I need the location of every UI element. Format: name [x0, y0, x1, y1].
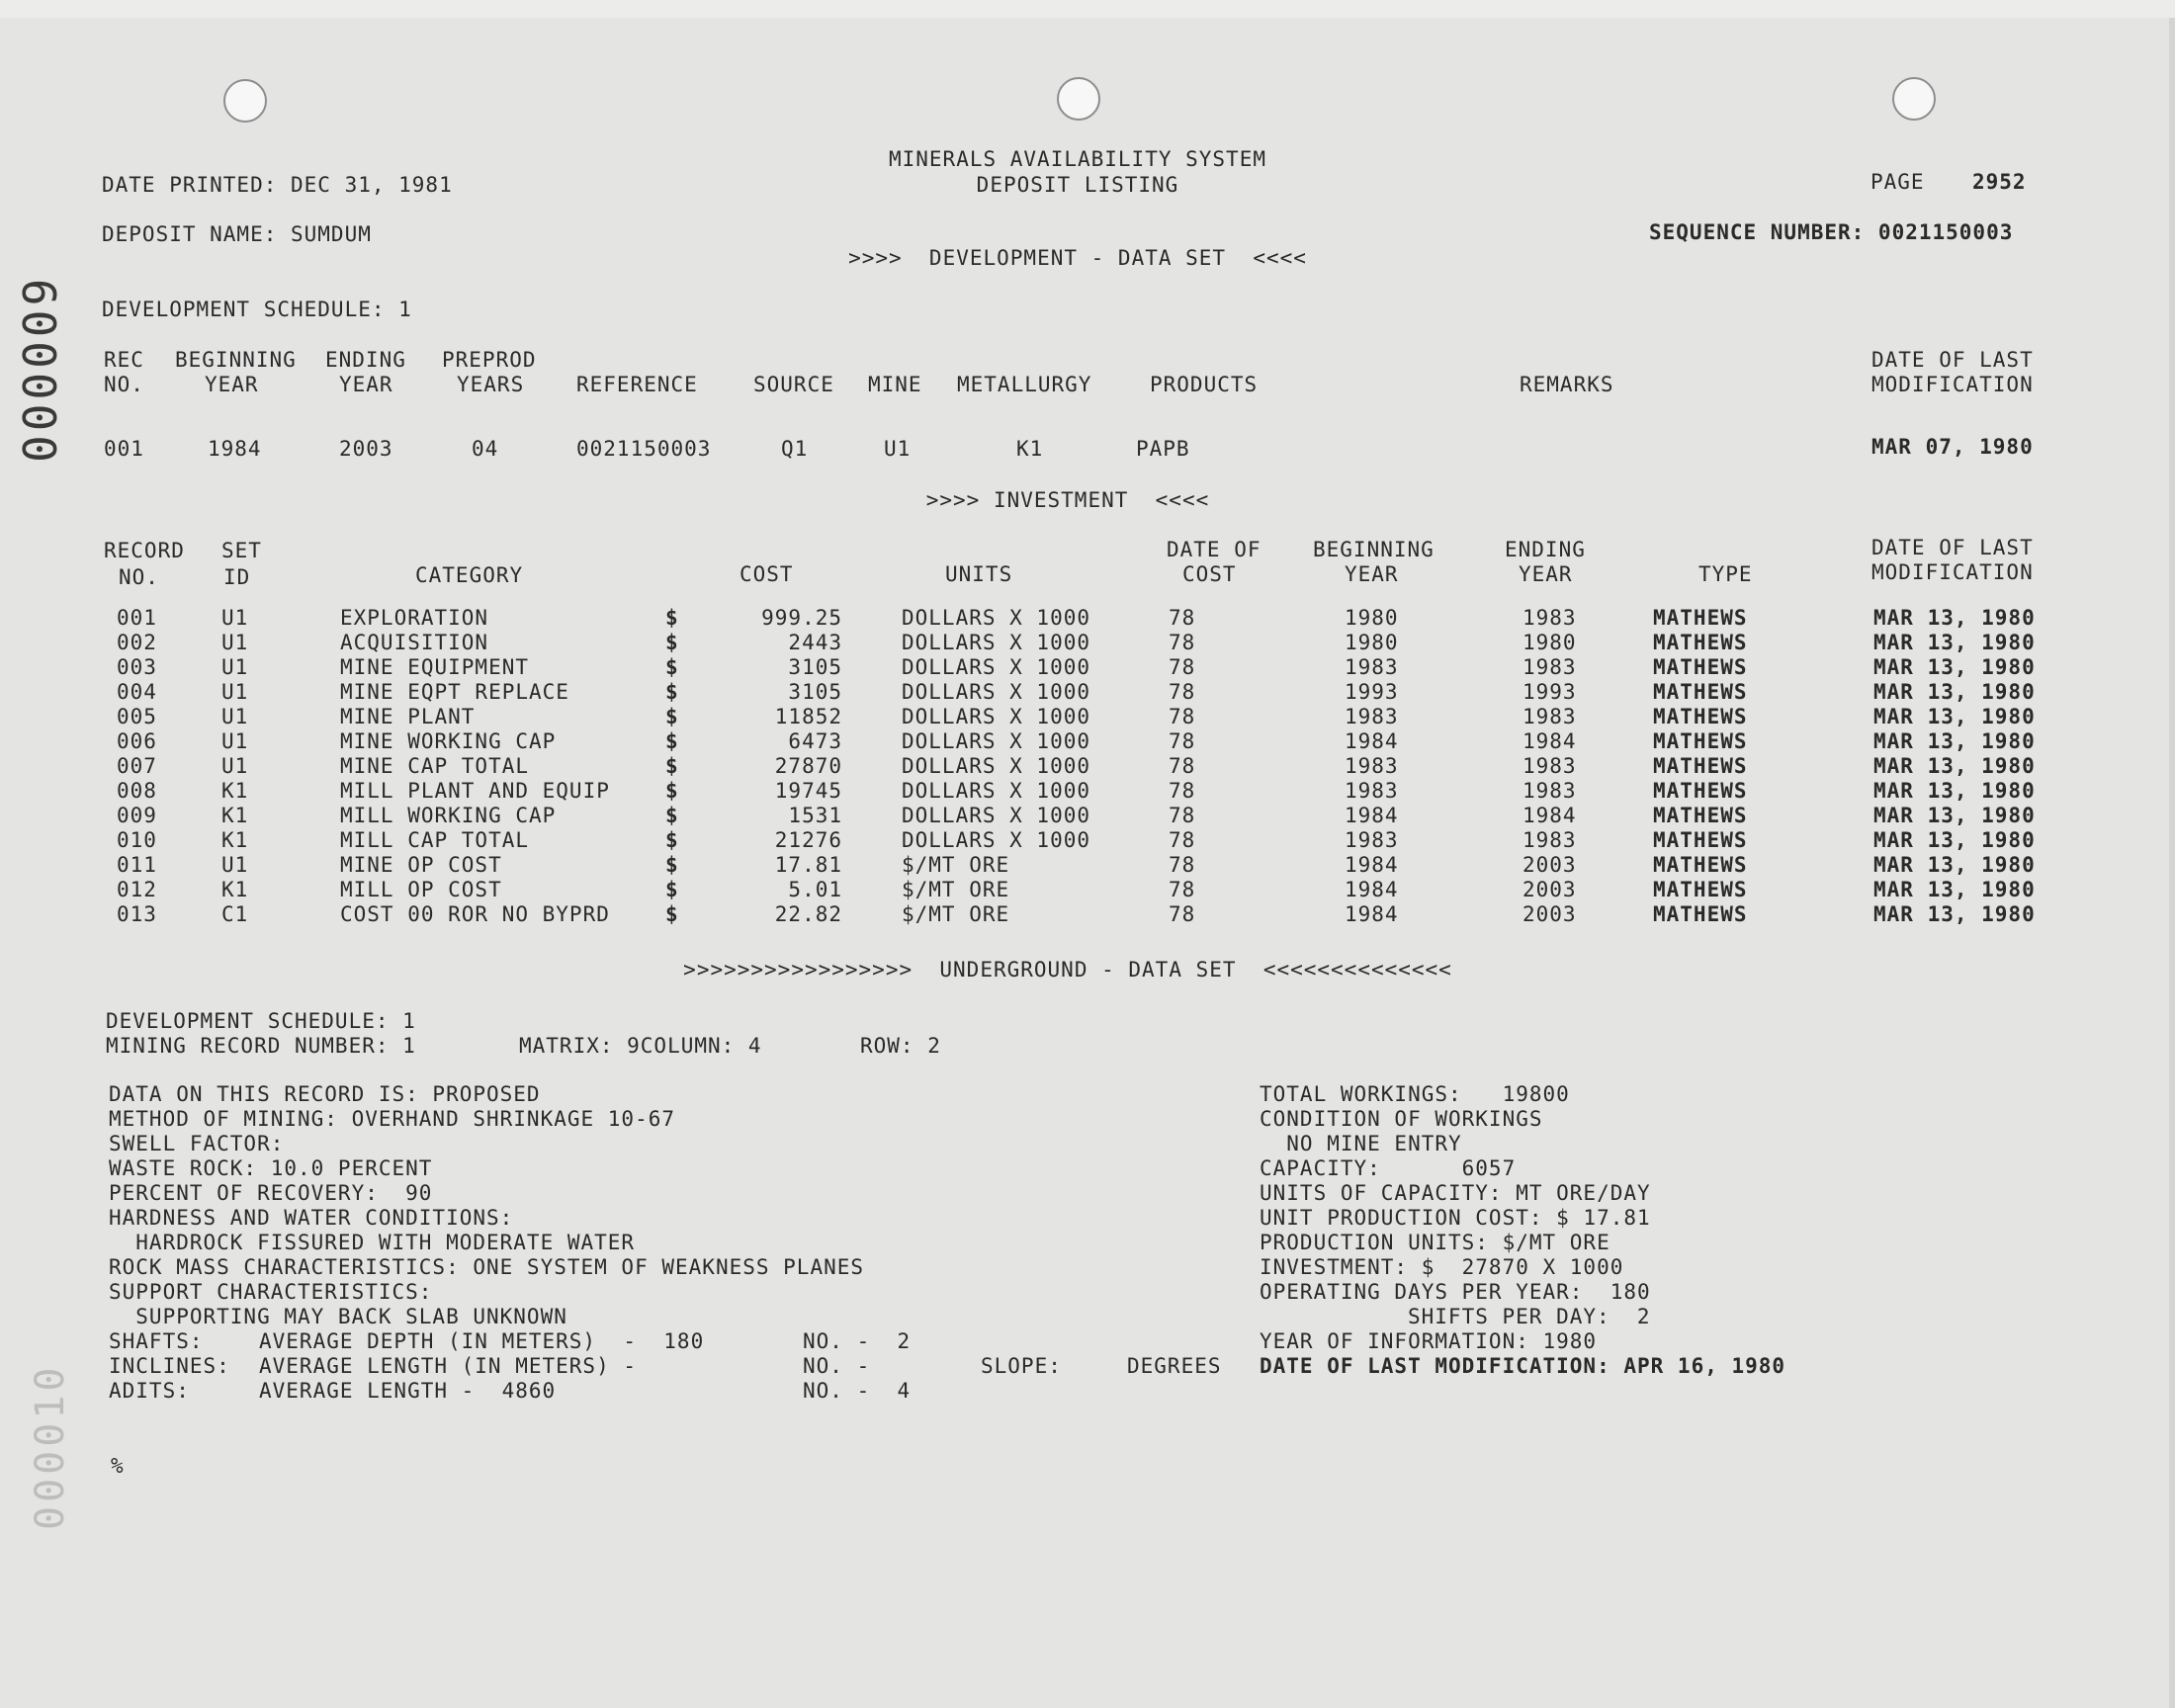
inv-modified: MAR 13, 1980: [1873, 705, 2036, 728]
underground-detail-line: METHOD OF MINING: OVERHAND SHRINKAGE 10-67: [109, 1107, 676, 1131]
inv-dollar-sign: $: [665, 754, 679, 778]
investment-banner: >>>> INVESTMENT <<<<: [925, 488, 1210, 512]
inv-beginning-year: 1980: [1345, 606, 1399, 630]
inv-cost: 11852: [774, 705, 842, 728]
underground-detail-line: HARDROCK FISSURED WITH MODERATE WATER: [109, 1231, 636, 1254]
dev-header-preprod-2: YEARS: [457, 373, 525, 396]
inv-dollar-sign: $: [665, 606, 679, 630]
inv-record-no: 004: [117, 680, 157, 704]
inv-type: MATHEWS: [1653, 878, 1748, 901]
dev-header-modified-2: MODIFICATION: [1871, 373, 2034, 396]
dev-header-modified-1: DATE OF LAST: [1871, 348, 2034, 372]
inv-set-id: K1: [221, 878, 249, 901]
inv-type: MATHEWS: [1653, 655, 1748, 679]
side-stamp-top: 000009: [14, 274, 67, 463]
page-edge-shadow: [2169, 18, 2175, 1708]
dev-header-beginning-1: BEGINNING: [175, 348, 297, 372]
underground-schedule: DEVELOPMENT SCHEDULE: 1: [106, 1009, 416, 1033]
development-schedule: DEVELOPMENT SCHEDULE: 1: [102, 298, 412, 321]
inv-category: EXPLORATION: [340, 606, 489, 630]
inv-modified: MAR 13, 1980: [1873, 804, 2036, 827]
inv-category: MINE EQUIPMENT: [340, 655, 530, 679]
inv-category: COST 00 ROR NO BYPRD: [340, 902, 610, 926]
inv-dollar-sign: $: [665, 655, 679, 679]
inv-ending-year: 2003: [1522, 902, 1577, 926]
inv-set-id: U1: [221, 680, 249, 704]
inv-cost: 999.25: [761, 606, 842, 630]
inv-cost: 5.01: [788, 878, 842, 901]
deposit-name: DEPOSIT NAME: SUMDUM: [102, 222, 372, 246]
inv-set-id: U1: [221, 729, 249, 753]
inv-units: DOLLARS X 1000: [902, 828, 1091, 852]
inv-header-date-of-cost-1: DATE OF: [1167, 538, 1262, 561]
dev-source: Q1: [781, 437, 809, 461]
inv-record-no: 009: [117, 804, 157, 827]
dev-rec: 001: [104, 437, 144, 461]
adits-no: NO. - 4: [803, 1379, 912, 1403]
inv-modified: MAR 13, 1980: [1873, 606, 2036, 630]
inv-type: MATHEWS: [1653, 902, 1748, 926]
dev-header-products: PRODUCTS: [1150, 373, 1259, 396]
inv-units: $/MT ORE: [902, 902, 1010, 926]
inv-header-modified-1: DATE OF LAST: [1871, 536, 2034, 559]
inv-set-id: K1: [221, 779, 249, 803]
inv-header-beginning-2: YEAR: [1345, 562, 1399, 586]
inv-dollar-sign: $: [665, 680, 679, 704]
inv-beginning-year: 1993: [1345, 680, 1399, 704]
inv-ending-year: 1984: [1522, 804, 1577, 827]
inv-category: ACQUISITION: [340, 631, 489, 654]
dev-header-source: SOURCE: [753, 373, 834, 396]
underground-detail-line: WASTE ROCK: 10.0 PERCENT: [109, 1156, 433, 1180]
inv-modified: MAR 13, 1980: [1873, 754, 2036, 778]
inv-record-no: 010: [117, 828, 157, 852]
inv-dollar-sign: $: [665, 878, 679, 901]
inv-beginning-year: 1984: [1345, 878, 1399, 901]
inv-cost: 3105: [788, 655, 842, 679]
inv-modified: MAR 13, 1980: [1873, 680, 2036, 704]
underground-summary-line: SHIFTS PER DAY: 2: [1408, 1305, 1651, 1328]
inv-cost: 21276: [774, 828, 842, 852]
inv-header-units: UNITS: [945, 562, 1013, 586]
dev-metallurgy: K1: [1016, 437, 1044, 461]
inv-header-set-2: ID: [223, 565, 251, 589]
inv-header-cost: COST: [740, 562, 794, 586]
inv-cost: 27870: [774, 754, 842, 778]
inv-set-id: U1: [221, 655, 249, 679]
inv-units: $/MT ORE: [902, 878, 1010, 901]
underground-summary-line: CAPACITY: 6057: [1260, 1156, 1517, 1180]
inv-category: MILL CAP TOTAL: [340, 828, 530, 852]
inv-modified: MAR 13, 1980: [1873, 779, 2036, 803]
inv-dollar-sign: $: [665, 729, 679, 753]
inv-units: DOLLARS X 1000: [902, 631, 1091, 654]
inv-header-date-of-cost-2: COST: [1182, 562, 1237, 586]
inv-cost: 1531: [788, 804, 842, 827]
inv-header-ending-1: ENDING: [1505, 538, 1586, 561]
dev-products: PAPB: [1136, 437, 1190, 461]
inv-set-id: K1: [221, 828, 249, 852]
system-title: MINERALS AVAILABILITY SYSTEM: [888, 147, 1266, 171]
inv-beginning-year: 1983: [1345, 779, 1399, 803]
inv-header-beginning-1: BEGINNING: [1313, 538, 1435, 561]
page-label: PAGE: [1870, 170, 1925, 194]
inv-record-no: 013: [117, 902, 157, 926]
inv-cost: 17.81: [774, 853, 842, 877]
inv-date-of-cost: 78: [1169, 902, 1196, 926]
inv-header-record-2: NO.: [119, 565, 159, 589]
adits-desc: AVERAGE LENGTH - 4860: [259, 1379, 557, 1403]
inv-type: MATHEWS: [1653, 705, 1748, 728]
inv-date-of-cost: 78: [1169, 804, 1196, 827]
inv-ending-year: 2003: [1522, 878, 1577, 901]
inv-set-id: U1: [221, 853, 249, 877]
inv-cost: 22.82: [774, 902, 842, 926]
inv-dollar-sign: $: [665, 828, 679, 852]
inv-type: MATHEWS: [1653, 754, 1748, 778]
inv-ending-year: 1983: [1522, 828, 1577, 852]
inv-cost: 3105: [788, 680, 842, 704]
shafts-desc: AVERAGE DEPTH (IN METERS) - 180: [259, 1329, 705, 1353]
underground-detail-line: SUPPORTING MAY BACK SLAB UNKNOWN: [109, 1305, 567, 1328]
inv-record-no: 012: [117, 878, 157, 901]
inv-date-of-cost: 78: [1169, 878, 1196, 901]
inv-ending-year: 1983: [1522, 754, 1577, 778]
dev-header-mine: MINE: [868, 373, 922, 396]
inv-dollar-sign: $: [665, 779, 679, 803]
underground-summary-line: DATE OF LAST MODIFICATION: APR 16, 1980: [1260, 1354, 1786, 1378]
inv-modified: MAR 13, 1980: [1873, 902, 2036, 926]
date-printed: DATE PRINTED: DEC 31, 1981: [102, 173, 453, 197]
dev-header-ending-2: YEAR: [339, 373, 393, 396]
underground-detail-line: DATA ON THIS RECORD IS: PROPOSED: [109, 1082, 541, 1106]
inv-dollar-sign: $: [665, 705, 679, 728]
inv-record-no: 007: [117, 754, 157, 778]
inv-beginning-year: 1983: [1345, 754, 1399, 778]
dev-header-preprod-1: PREPROD: [442, 348, 537, 372]
underground-summary-line: INVESTMENT: $ 27870 X 1000: [1260, 1255, 1624, 1279]
inv-set-id: K1: [221, 804, 249, 827]
inv-ending-year: 1993: [1522, 680, 1577, 704]
dev-header-metallurgy: METALLURGY: [957, 373, 1092, 396]
inv-ending-year: 1983: [1522, 705, 1577, 728]
dev-header-reference: REFERENCE: [576, 373, 698, 396]
underground-summary-line: YEAR OF INFORMATION: 1980: [1260, 1329, 1598, 1353]
inv-units: $/MT ORE: [902, 853, 1010, 877]
underground-detail-line: ROCK MASS CHARACTERISTICS: ONE SYSTEM OF WEAKNESS PLANES: [109, 1255, 865, 1279]
dev-ending: 2003: [339, 437, 393, 461]
inv-type: MATHEWS: [1653, 631, 1748, 654]
shafts-no: NO. - 2: [803, 1329, 912, 1353]
inclines-no: NO. -: [803, 1354, 871, 1378]
inv-header-type: TYPE: [1698, 562, 1753, 586]
inv-category: MINE EQPT REPLACE: [340, 680, 569, 704]
inclines-label: INCLINES:: [109, 1354, 230, 1378]
inv-set-id: C1: [221, 902, 249, 926]
inv-modified: MAR 13, 1980: [1873, 878, 2036, 901]
inv-units: DOLLARS X 1000: [902, 779, 1091, 803]
inv-header-modified-2: MODIFICATION: [1871, 560, 2034, 584]
inv-record-no: 006: [117, 729, 157, 753]
inv-beginning-year: 1983: [1345, 828, 1399, 852]
underground-summary-line: TOTAL WORKINGS: 19800: [1260, 1082, 1570, 1106]
dev-header-rec-2: NO.: [104, 373, 144, 396]
inv-ending-year: 2003: [1522, 853, 1577, 877]
inv-type: MATHEWS: [1653, 779, 1748, 803]
inv-cost: 19745: [774, 779, 842, 803]
inv-units: DOLLARS X 1000: [902, 804, 1091, 827]
inv-type: MATHEWS: [1653, 853, 1748, 877]
inv-date-of-cost: 78: [1169, 680, 1196, 704]
inv-units: DOLLARS X 1000: [902, 754, 1091, 778]
inv-date-of-cost: 78: [1169, 828, 1196, 852]
side-stamp-bottom: 000010: [28, 1363, 73, 1530]
dev-header-rec-1: REC: [104, 348, 144, 372]
inv-date-of-cost: 78: [1169, 606, 1196, 630]
underground-summary-line: NO MINE ENTRY: [1260, 1132, 1462, 1155]
printout-page: [0, 18, 2175, 1708]
matrix: MATRIX: 9COLUMN: 4: [519, 1034, 762, 1058]
matrix-row: ROW: 2: [860, 1034, 941, 1058]
dev-header-remarks: REMARKS: [1520, 373, 1614, 396]
inv-dollar-sign: $: [665, 902, 679, 926]
inv-type: MATHEWS: [1653, 606, 1748, 630]
inv-modified: MAR 13, 1980: [1873, 853, 2036, 877]
footer-mark: %: [111, 1454, 125, 1478]
inv-ending-year: 1980: [1522, 631, 1577, 654]
inv-header-record-1: RECORD: [104, 539, 185, 562]
inv-type: MATHEWS: [1653, 828, 1748, 852]
inv-date-of-cost: 78: [1169, 729, 1196, 753]
shafts-label: SHAFTS:: [109, 1329, 204, 1353]
inv-date-of-cost: 78: [1169, 655, 1196, 679]
punch-hole-right: [1892, 77, 1936, 121]
listing-title: DEPOSIT LISTING: [976, 173, 1179, 197]
dev-header-beginning-2: YEAR: [205, 373, 259, 396]
inv-ending-year: 1984: [1522, 729, 1577, 753]
inv-modified: MAR 13, 1980: [1873, 631, 2036, 654]
dev-preprod: 04: [472, 437, 499, 461]
inv-set-id: U1: [221, 631, 249, 654]
inv-units: DOLLARS X 1000: [902, 680, 1091, 704]
underground-detail-line: SWELL FACTOR:: [109, 1132, 285, 1155]
inv-date-of-cost: 78: [1169, 705, 1196, 728]
inv-record-no: 001: [117, 606, 157, 630]
inv-category: MINE WORKING CAP: [340, 729, 557, 753]
inv-record-no: 003: [117, 655, 157, 679]
inv-type: MATHEWS: [1653, 680, 1748, 704]
sequence-number: SEQUENCE NUMBER: 0021150003: [1649, 220, 2014, 244]
underground-detail-line: HARDNESS AND WATER CONDITIONS:: [109, 1206, 514, 1230]
inv-category: MINE CAP TOTAL: [340, 754, 530, 778]
inv-units: DOLLARS X 1000: [902, 606, 1091, 630]
inv-category: MILL WORKING CAP: [340, 804, 557, 827]
inv-dollar-sign: $: [665, 631, 679, 654]
inv-date-of-cost: 78: [1169, 853, 1196, 877]
inv-beginning-year: 1984: [1345, 902, 1399, 926]
inv-category: MILL PLANT AND EQUIP: [340, 779, 610, 803]
inv-modified: MAR 13, 1980: [1873, 655, 2036, 679]
underground-summary-line: OPERATING DAYS PER YEAR: 180: [1260, 1280, 1651, 1304]
inv-record-no: 002: [117, 631, 157, 654]
dev-modified: MAR 07, 1980: [1871, 435, 2034, 459]
underground-summary-line: UNIT PRODUCTION COST: $ 17.81: [1260, 1206, 1651, 1230]
inv-type: MATHEWS: [1653, 804, 1748, 827]
inv-category: MILL OP COST: [340, 878, 502, 901]
dev-header-ending-1: ENDING: [325, 348, 406, 372]
inv-header-set-1: SET: [221, 539, 262, 562]
inclines-degrees: DEGREES: [1127, 1354, 1222, 1378]
inv-record-no: 005: [117, 705, 157, 728]
inv-date-of-cost: 78: [1169, 779, 1196, 803]
dev-reference: 0021150003: [576, 437, 712, 461]
inv-beginning-year: 1984: [1345, 853, 1399, 877]
page-number: 2952: [1972, 170, 2027, 194]
inv-date-of-cost: 78: [1169, 754, 1196, 778]
inv-cost: 6473: [788, 729, 842, 753]
punch-hole-center: [1057, 77, 1100, 121]
inv-dollar-sign: $: [665, 853, 679, 877]
inv-type: MATHEWS: [1653, 729, 1748, 753]
underground-summary-line: PRODUCTION UNITS: $/MT ORE: [1260, 1231, 1610, 1254]
inv-header-category: CATEGORY: [415, 563, 524, 587]
underground-summary-line: UNITS OF CAPACITY: MT ORE/DAY: [1260, 1181, 1651, 1205]
inv-beginning-year: 1980: [1345, 631, 1399, 654]
inv-category: MINE OP COST: [340, 853, 502, 877]
punch-hole-left: [223, 79, 267, 123]
inv-beginning-year: 1983: [1345, 655, 1399, 679]
inv-units: DOLLARS X 1000: [902, 729, 1091, 753]
inv-units: DOLLARS X 1000: [902, 655, 1091, 679]
inv-record-no: 011: [117, 853, 157, 877]
inv-header-ending-2: YEAR: [1519, 562, 1573, 586]
inv-set-id: U1: [221, 606, 249, 630]
inv-record-no: 008: [117, 779, 157, 803]
underground-detail-line: SUPPORT CHARACTERISTICS:: [109, 1280, 433, 1304]
inv-beginning-year: 1983: [1345, 705, 1399, 728]
inv-modified: MAR 13, 1980: [1873, 828, 2036, 852]
development-banner: >>>> DEVELOPMENT - DATA SET <<<<: [848, 246, 1307, 270]
inclines-desc: AVERAGE LENGTH (IN METERS) -: [259, 1354, 638, 1378]
dev-beginning: 1984: [208, 437, 262, 461]
inv-units: DOLLARS X 1000: [902, 705, 1091, 728]
underground-banner: >>>>>>>>>>>>>>>>> UNDERGROUND - DATA SET <<<<<<<<<<<<<<: [683, 958, 1452, 982]
inv-cost: 2443: [788, 631, 842, 654]
inv-set-id: U1: [221, 705, 249, 728]
mining-record-number: MINING RECORD NUMBER: 1: [106, 1034, 416, 1058]
inclines-slope: SLOPE:: [981, 1354, 1062, 1378]
inv-ending-year: 1983: [1522, 655, 1577, 679]
inv-modified: MAR 13, 1980: [1873, 729, 2036, 753]
inv-category: MINE PLANT: [340, 705, 476, 728]
underground-summary-line: CONDITION OF WORKINGS: [1260, 1107, 1543, 1131]
inv-beginning-year: 1984: [1345, 804, 1399, 827]
inv-date-of-cost: 78: [1169, 631, 1196, 654]
inv-dollar-sign: $: [665, 804, 679, 827]
adits-label: ADITS:: [109, 1379, 190, 1403]
inv-set-id: U1: [221, 754, 249, 778]
inv-beginning-year: 1984: [1345, 729, 1399, 753]
dev-mine: U1: [884, 437, 912, 461]
inv-ending-year: 1983: [1522, 606, 1577, 630]
inv-ending-year: 1983: [1522, 779, 1577, 803]
underground-detail-line: PERCENT OF RECOVERY: 90: [109, 1181, 433, 1205]
